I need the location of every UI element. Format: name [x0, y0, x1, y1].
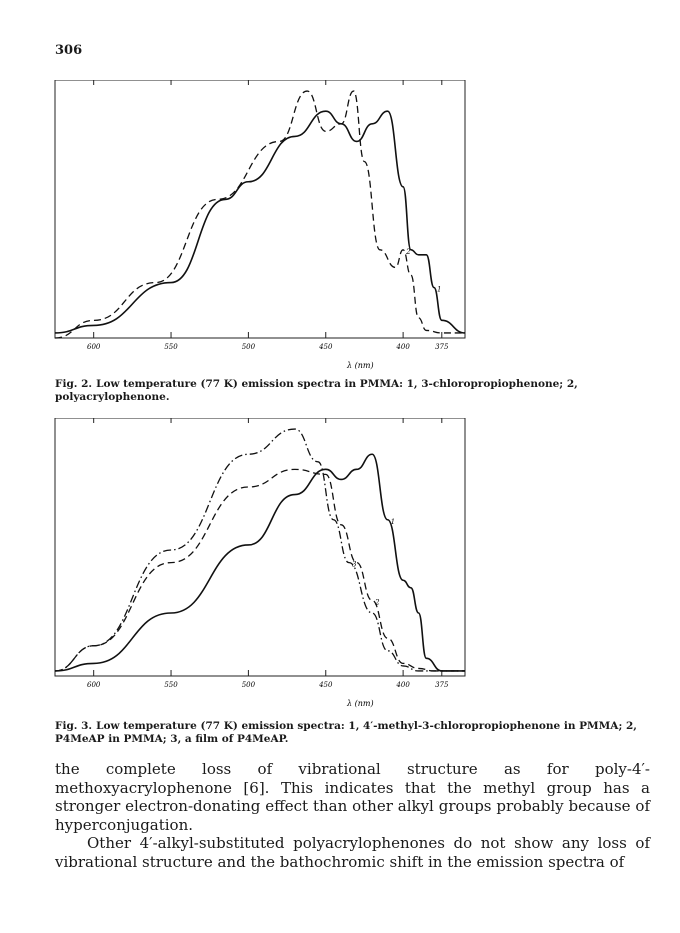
x-tick-label: 550	[164, 681, 178, 689]
series-2-line	[55, 469, 465, 671]
figure-3-tick-labels	[87, 681, 449, 689]
figure-3-axis-label: λ (nm)	[347, 699, 374, 708]
figure-3-curves	[55, 429, 465, 671]
x-tick-label: 600	[86, 343, 101, 351]
series-2-label: 2	[406, 247, 411, 256]
figure-3-caption-text: Low temperature (77 K) emission spectra: 1, 4′-methyl-3-chloropropiophenone in PMMA; 2, P4MeAP in PMMA; 3, a film of P4MeAP.	[55, 720, 637, 745]
figure-2-axis-label: λ (nm)	[347, 361, 374, 370]
figure-2-curves	[55, 91, 465, 338]
paragraph-2: Other 4′-alkyl-substituted polyacrylophenones do not show any loss of vibrational structure and the bathochromic shift in the emission spectra of	[55, 834, 650, 871]
x-tick-label: 450	[319, 343, 333, 351]
figure-2-caption-label: Fig. 2.	[55, 378, 93, 390]
series-1-label: 1	[390, 517, 396, 526]
figure-2-caption-text: Low temperature (77 K) emission spectra in PMMA: 1, 3-chloropropiophenone; 2, polyacrylophenone.	[55, 378, 578, 403]
series-3-label: 3	[351, 560, 357, 569]
figure-3-ticks	[94, 418, 442, 676]
series-3-line	[55, 429, 465, 671]
series-1-line	[55, 454, 465, 671]
x-tick-label: 600	[86, 681, 101, 689]
figure-3-caption-label: Fig. 3.	[55, 720, 93, 732]
series-1-line	[55, 111, 465, 333]
x-tick-label: 375	[435, 343, 449, 351]
x-tick-label: 450	[319, 681, 333, 689]
body-text	[55, 760, 650, 871]
series-1-label: 1	[437, 285, 442, 294]
x-tick-label: 500	[241, 681, 256, 689]
figure-3-plot	[50, 418, 470, 718]
series-2-label: 2	[375, 598, 380, 607]
figure-3-frame	[55, 418, 465, 676]
figure-3	[50, 418, 470, 708]
x-tick-label: 400	[396, 343, 410, 351]
page-number: 306	[55, 43, 83, 58]
figure-2-ticks	[94, 80, 442, 338]
figure-2-tick-labels	[87, 343, 449, 351]
series-2-line	[55, 91, 465, 338]
figure-2-frame	[55, 80, 465, 338]
figure-2-caption	[55, 378, 645, 404]
figure-2	[50, 80, 470, 370]
figure-2-plot	[50, 80, 470, 380]
paragraph-1: the complete loss of vibrational structure as for poly-4′-methoxyacrylophenone [6]. This indicates that the methyl group has a stronger electron-donating effect than other alkyl groups probably because of hyperconjugation.	[55, 760, 650, 834]
x-tick-label: 500	[241, 343, 256, 351]
figure-3-caption	[55, 720, 645, 746]
x-tick-label: 550	[164, 343, 178, 351]
x-tick-label: 400	[396, 681, 410, 689]
x-tick-label: 375	[435, 681, 449, 689]
